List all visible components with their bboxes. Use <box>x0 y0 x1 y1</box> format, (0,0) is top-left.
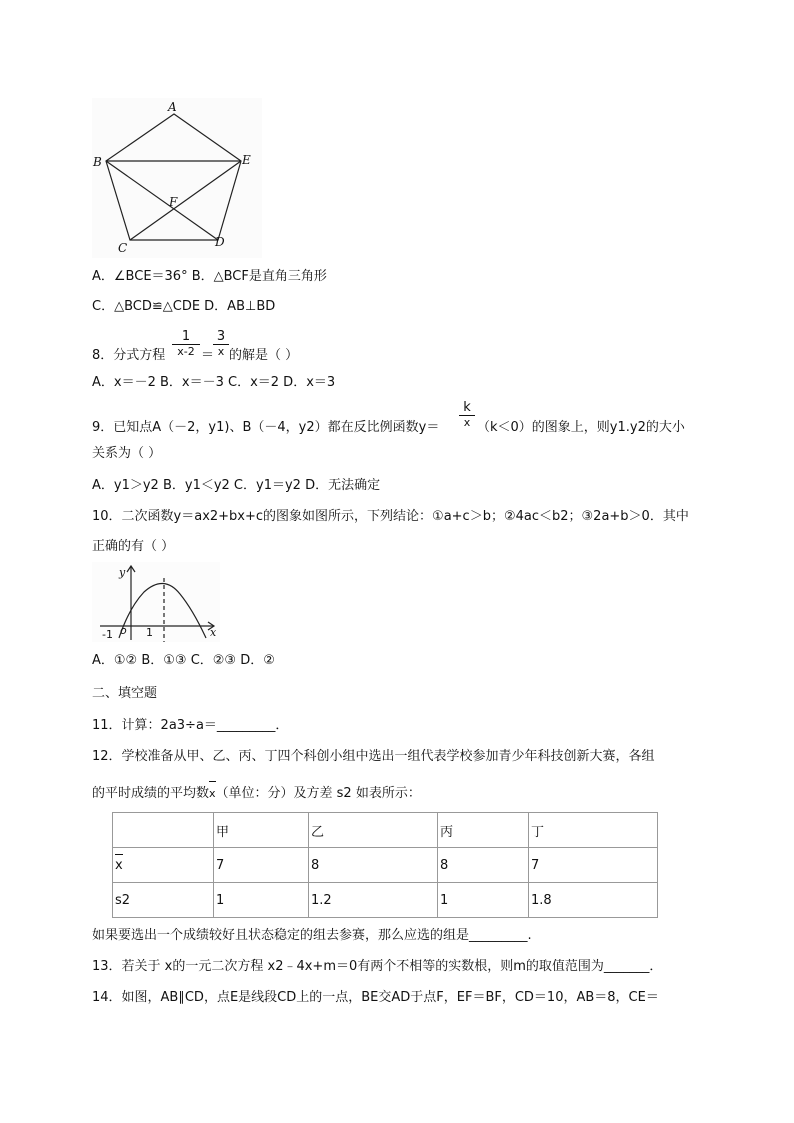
q12-line2-suffix: （单位：分）及方差 s2 如表所示： <box>215 786 421 801</box>
q13: 13．若关于 x的一元二次方程 x2﹣4x+m＝0有两个不相等的实数根，则m的取值范围为_______． <box>92 959 663 974</box>
table-header-row <box>113 813 658 848</box>
q12-after: 如果要选出一个成绩较好且状态稳定的组去参赛，那么应选的组是_________. <box>92 928 532 943</box>
q9-fraction <box>459 401 475 430</box>
data-table <box>112 812 658 918</box>
table-cell: 7 <box>214 848 309 883</box>
origin-label: o <box>120 624 127 637</box>
label-f: F <box>169 195 178 209</box>
x-axis-label: x <box>210 626 217 639</box>
q9-frac-numerator: k <box>459 401 475 416</box>
table-cell: 1 <box>214 883 309 918</box>
q8-frac2-denominator: x <box>217 345 225 358</box>
tick-label-neg1: -1 <box>102 628 113 641</box>
q10-options: A．①② B．①③ C．②③ D．② <box>92 653 275 668</box>
table-cell: 1 <box>438 883 529 918</box>
q12-line2 <box>92 785 421 803</box>
tick-label-1: 1 <box>146 626 153 639</box>
table-header-cell: 丁 <box>529 813 658 848</box>
q9-frac-denominator: x <box>463 416 471 429</box>
table-row-label: s2 <box>113 883 214 918</box>
q9-suffix: （k＜0）的图象上，则y1.y2的大小 <box>477 420 685 435</box>
table-cell: 8 <box>309 848 438 883</box>
table-header-cell: 乙 <box>309 813 438 848</box>
q12-line2-prefix: 的平时成绩的平均数 <box>92 786 210 801</box>
mean-symbol: x <box>209 785 216 803</box>
label-e: E <box>242 153 251 167</box>
mean-row-label: x <box>115 857 123 873</box>
q10-line1: 10．二次函数y＝ax2+bx+c的图象如图所示，下列结论：①a+c＞b；②4ac＜b2；③2a+b＞0．其中 <box>92 509 689 524</box>
table-cell: 8 <box>438 848 529 883</box>
q9-line2: 关系为（ ） <box>92 446 162 461</box>
table-row <box>113 848 658 883</box>
table-row-label <box>113 848 214 883</box>
q8-prefix: 8．分式方程 <box>92 348 166 363</box>
q8-options: A．x＝－2 B．x＝－3 C．x＝2 D．x＝3 <box>92 375 336 390</box>
table-cell: 7 <box>529 848 658 883</box>
q7-options-line2: C．△BCD≌△CDE D．AB⊥BD <box>92 299 276 314</box>
q8-frac1-denominator: x-2 <box>177 345 195 358</box>
q9-options: A．y1＞y2 B．y1＜y2 C．y1＝y2 D．无法确定 <box>92 478 381 493</box>
label-c: C <box>118 241 128 255</box>
table-row <box>113 883 658 918</box>
q8-fraction-1 <box>172 330 200 359</box>
q10-line2: 正确的有（ ） <box>92 539 175 554</box>
label-d: D <box>215 235 225 249</box>
q12-line1: 12．学校准备从甲、乙、丙、丁四个科创小组中选出一组代表学校参加青少年科技创新大赛，各组 <box>92 749 655 764</box>
q8-frac2-numerator: 3 <box>213 330 229 345</box>
label-b: B <box>93 155 102 169</box>
section-title: 二、填空题 <box>92 686 158 701</box>
table-cell: 1.2 <box>309 883 438 918</box>
q8-suffix: 的解是（ ） <box>229 348 299 363</box>
pentagon-figure <box>92 98 262 258</box>
q9-prefix: 9．已知点A（－2，y1)、B（－4，y2）都在反比例函数y＝ <box>92 420 440 435</box>
q8-frac1-numerator: 1 <box>172 330 200 345</box>
q8-equals: ＝ <box>201 348 215 363</box>
table-header-cell: 甲 <box>214 813 309 848</box>
table-header-cell: 丙 <box>438 813 529 848</box>
label-a: A <box>168 100 177 114</box>
parabola-graph <box>92 562 220 642</box>
q11: 11．计算：2a3÷a＝_________． <box>92 718 289 733</box>
table-header-cell <box>113 813 214 848</box>
table-cell: 1.8 <box>529 883 658 918</box>
q7-options-line1: A．∠BCE＝36° B．△BCF是直角三角形 <box>92 269 327 284</box>
q14: 14．如图，AB∥CD，点E是线段CD上的一点，BE交AD于点F，EF＝BF，CD＝10，AB＝8，CE＝ <box>92 990 659 1005</box>
y-axis-label: y <box>119 566 126 579</box>
q8-fraction-2 <box>213 330 229 359</box>
